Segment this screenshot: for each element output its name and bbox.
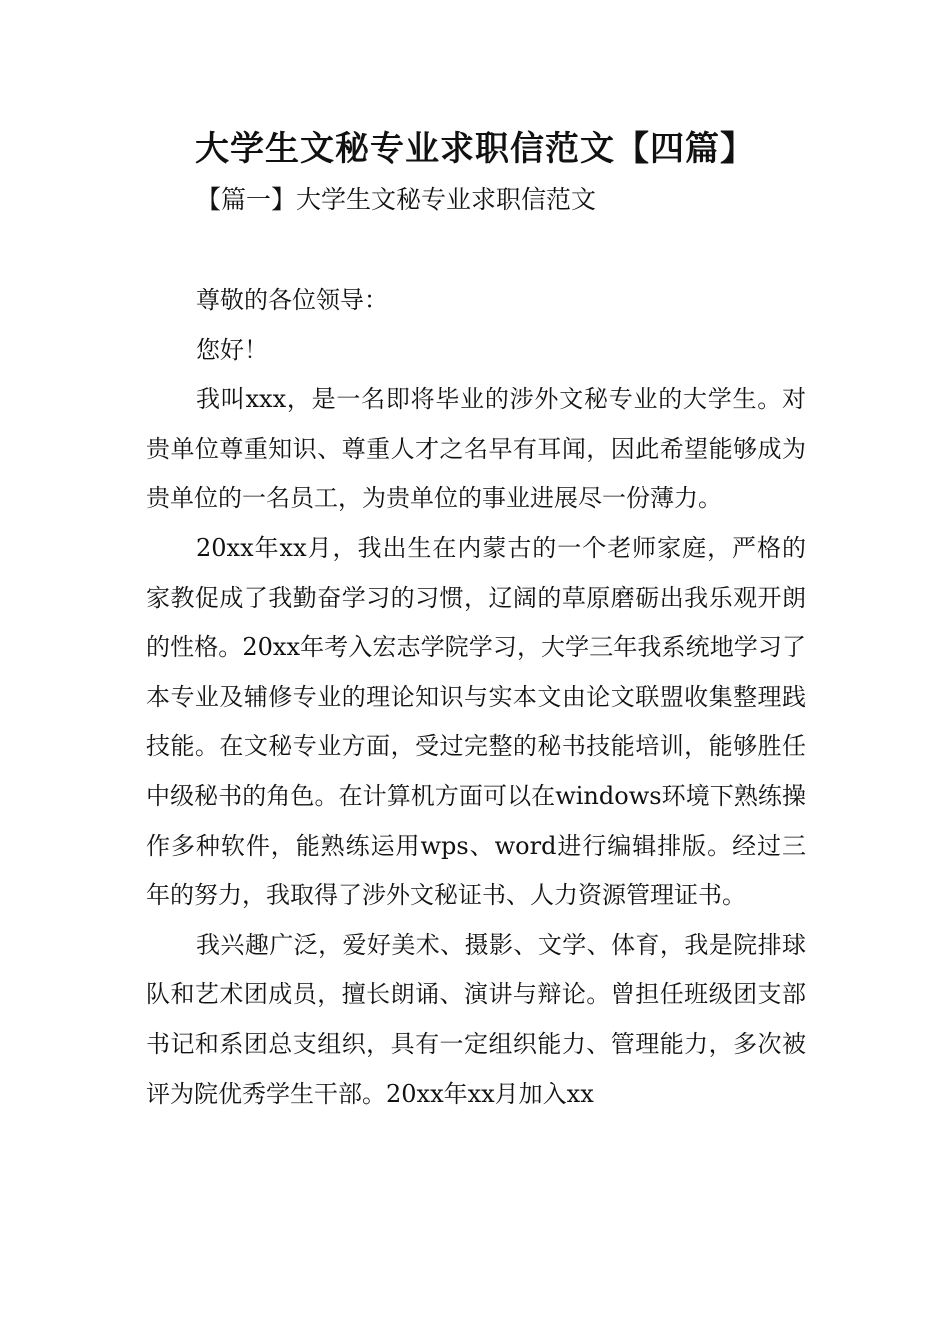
paragraph-background: 20xx年xx月，我出生在内蒙古的一个老师家庭，严格的家教促成了我勤奋学习的习惯，辽阔的草原磨砺出我乐观开朗的性格。20xx年考入宏志学院学习，大学三年我系统地学习了本专业及辅修专业的理论知识与实本文由论文联盟收集整理践技能。在文秘专业方面，受过完整的秘书技能培训，能够胜任中级秘书的角色。在计算机方面可以在windows环境下熟练操作多种软件，能熟练运用wps、word进行编辑排版。经过三年的努力，我取得了涉外文秘证书、人力资源管理证书。 — [146, 533, 806, 910]
section-heading: 【篇一】大学生文秘专业求职信范文 — [196, 185, 597, 214]
greeting: 您好！ — [196, 335, 268, 364]
paragraph-interests: 我兴趣广泛，爱好美术、摄影、文学、体育，我是院排球队和艺术团成员，擅长朗诵、演讲与辩论。曾担任班级团支部书记和系团总支组织，具有一定组织能力、管理能力，多次被评为院优秀学生干部。20xx年xx月加入xx — [146, 930, 806, 1108]
document-title: 大学生文秘专业求职信范文【四篇】 — [195, 129, 755, 169]
letter-body — [146, 276, 806, 1119]
salutation: 尊敬的各位领导： — [196, 286, 388, 314]
paragraph-introduction: 我叫xxx，是一名即将毕业的涉外文秘专业的大学生。对贵单位尊重知识、尊重人才之名早有耳闻，因此希望能够成为贵单位的一名员工，为贵单位的事业进展尽一份薄力。 — [146, 385, 806, 513]
